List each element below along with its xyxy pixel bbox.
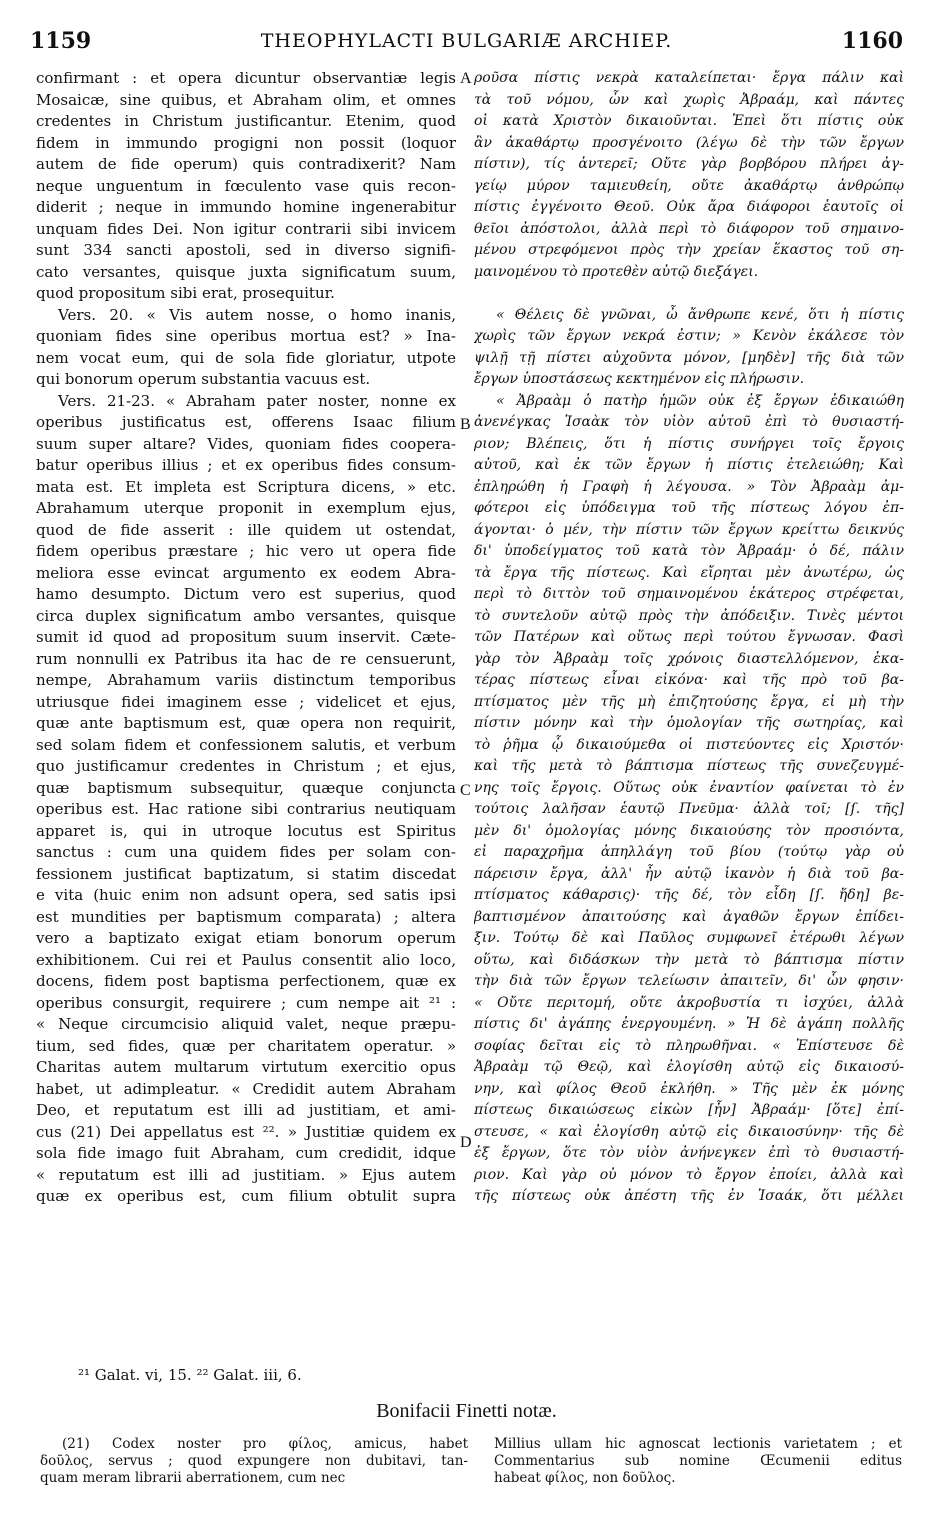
text-line <box>474 283 904 305</box>
text-line: sed solam fidem et confessionem salutis, et verbum <box>36 735 456 754</box>
text-line: μαινομένου τὸ προτεθὲν αὐτῷ διεξάγει. <box>474 263 759 280</box>
text-line: fessionem justificat baptizatum, si statim discedat <box>36 864 456 883</box>
text-line: ἔργων ὑποστάσεως κεκτημένον εἰς πλήρωσιν. <box>474 371 805 387</box>
text-line: suum super altare? Vides, quoniam fides coopera- <box>36 434 456 453</box>
text-line: fidem in immundo progigni non possit (loquor <box>36 133 456 152</box>
text-line: Vers. 20. « Vis autem nosse, o homo inanis, <box>58 305 456 324</box>
text-line: rum nonnulli ex Patribus ita hac de re censuerunt, <box>36 649 456 668</box>
text-line: quæ baptismum subsequitur, quæque conjuncta <box>36 778 456 797</box>
text-line: τὸ ῥῆμα ᾧ δικαιούμεθα οἱ πιστεύοντες εἰς Χριστόν· <box>474 736 904 753</box>
text-line: ροῦσα πίστις νεκρὰ καταλείπεται· ἔργα πάλιν καὶ <box>474 70 904 86</box>
text-line: βαπτισμένον ἀπαιτούσης καὶ ἀγαθῶν ἔργων ἐπίδει- <box>474 908 904 925</box>
text-line: nempe, Abrahamum variis distinctum temporibus <box>36 671 456 689</box>
text-line: operibus consurgit, requirere ; cum nempe ait ²¹ : <box>36 993 456 1012</box>
text-line: e vita (huic enim non adsunt opera, sed satis ipsi <box>36 886 456 904</box>
text-line: exhibitionem. Cui rei et Paulus consentit alio loco, <box>36 950 456 969</box>
text-line: tium, sed fides, quæ per charitatem operatur. » <box>36 1036 456 1055</box>
text-line: οἱ κατὰ Χριστὸν δικαιοῦνται. Ἐπεὶ ὅτι πίστις οὐκ <box>474 113 904 129</box>
text-line: « Οὔτε περιτομή, οὔτε ἀκροβυστία τι ἰσχύει, ἀλλὰ <box>474 994 904 1011</box>
text-line: habet, ut adimpleatur. « Credidit autem Abraham <box>36 1079 456 1098</box>
text-line: circa duplex significatum ambo versantes, quisque <box>36 606 456 625</box>
text-line: apparet is, qui in utroque locutus est Spiritus <box>36 821 456 840</box>
text-line: εἰ παραχρῆμα ἀπηλλάγη τοῦ βίου (τούτῳ γὰρ οὐ <box>474 844 904 860</box>
notes-right-column <box>494 1436 902 1487</box>
text-line: πίστεως δικαιώσεως εἰκὼν [ἦν] Ἀβραάμ· [ὅτε] ἐπί- <box>474 1102 904 1118</box>
text-line: σοφίας δεῖται εἰς τὸ πληρωθῆναι. « Ἐπίστευσε δὲ <box>474 1037 904 1054</box>
text-line: sumit id quod ad propositum suum inservit. Cæte- <box>36 628 456 646</box>
text-line: τούτοις λαλῆσαν ἑαυτῷ Πνεῦμα· ἀλλὰ τοῖ; [ſ. τῆς] <box>474 801 904 817</box>
text-line: sanctus : cum una quidem fides per solam con- <box>36 843 456 861</box>
text-line: περὶ τὸ διττὸν τοῦ σημαινομένου ἑκάτερος στρέφεται, <box>474 586 904 602</box>
text-line: utriusque fidei imaginem esse ; videlicet et ejus, <box>36 692 456 711</box>
text-line: Deo, et reputatum est illi ad justitiam, et ami- <box>36 1101 456 1119</box>
text-line: meliora esse evincat argumento ex eodem Abra- <box>36 563 456 582</box>
text-line: autem de fide operum) quis contradixerit? Nam <box>36 155 456 173</box>
text-line: μένου στρεφόμενοι πρὸς τὴν χρείαν ἕκαστος τοῦ ση- <box>474 242 904 258</box>
text-line: πτίσματος κάθαρσις)· τῆς δέ, τὸν εἶδη [ſ. ἤδη] βε- <box>474 887 904 903</box>
text-line: πίστιν), τίς ἀντερεῖ; Οὔτε γὰρ βορβόρου πλήρει ἀγ- <box>474 156 904 172</box>
greek-column <box>474 68 904 1208</box>
text-line: operibus justificatus est, offerens Isaac filium <box>36 413 456 431</box>
latin-column <box>36 68 456 1208</box>
text-line: τῆς πίστεως οὐκ ἀπέστη τῆς ἐν Ἰσαάκ, ὅτι μέλλει <box>474 1188 904 1204</box>
text-line: δοῦλος, servus ; quod expungere non dubitavi, tan- <box>40 1453 468 1469</box>
text-line: batur operibus illius ; et ex operibus fides consum- <box>36 456 456 474</box>
text-line: γείῳ μύρον ταμιευθείη, οὔτε ἀκαθάρτῳ ἀνθρώπῳ <box>474 177 904 194</box>
text-line: καὶ τῆς μετὰ τὸ βάπτισμα πίστεως τῆς συνεζευγμέ- <box>474 758 904 774</box>
text-line: τὰ τοῦ νόμου, ὧν καὶ χωρὶς Ἀβραάμ, καὶ πάντες <box>474 91 904 108</box>
text-line: πίστιν μόνην καὶ τὴν ὁμολογίαν τῆς σωτηρίας, καὶ <box>474 715 904 731</box>
page-number-right: 1160 <box>841 28 903 54</box>
text-line: sunt 334 sancti apostoli, sed in diverso signifi- <box>36 241 456 259</box>
text-line: τῶν Πατέρων καὶ οὕτως περὶ τούτου ἔγνωσαν. Φασὶ <box>474 629 904 645</box>
text-line: est mundities per baptismum comparata) ; altera <box>36 907 456 926</box>
text-line: Abrahamum uterque proponit in exemplum ejus, <box>36 499 456 517</box>
text-line: quoniam fides sine operibus mortua est? » Ina- <box>36 327 456 345</box>
text-line: confirmant : et opera dicuntur observantiæ legis <box>36 69 456 87</box>
text-line: τὸ συντελοῦν αὐτῷ πρὸς τὴν ἀπόδειξιν. Τινὲς μέντοι <box>474 607 904 624</box>
text-line: unquam fides Dei. Non igitur contrarii sibi invicem <box>36 219 456 238</box>
page-header <box>30 28 903 54</box>
text-line: θεῖοι ἀπόστολοι, ἀλλὰ περὶ τὸ διάφορον τοῦ σημαινο- <box>474 220 904 237</box>
text-line: Charitas autem multarum virtutum exercitio opus <box>36 1058 456 1076</box>
text-line: ἂν ἀκαθάρτῳ προσγένοιτο (λέγω δὲ τὴν τῶν ἔργων <box>474 134 904 151</box>
text-line: cato versantes, quisque juxta significatum suum, <box>36 262 456 281</box>
text-line: ἀνενέγκας Ἰσαὰκ τὸν υἱὸν αὐτοῦ ἐπὶ τὸ θυσιαστή- <box>474 414 904 430</box>
text-line: docens, fidem post baptisma perfectionem, quæ ex <box>36 972 456 990</box>
margin-letter-c: C <box>460 782 471 799</box>
text-line: Millius ullam hic agnoscat lectionis varietatem ; et <box>494 1436 902 1452</box>
text-line: ριον; Βλέπεις, ὅτι ἡ πίστις συνήργει τοῖς ἔργοις <box>474 435 904 452</box>
text-line: ψιλῇ τῇ πίστει αὐχοῦντα μόνον, [μηδὲν] τῆς διὰ τῶν <box>474 349 904 366</box>
text-line: hamo desumpto. Dictum vero est superius, quod <box>36 585 456 603</box>
text-line: operibus est. Hac ratione sibi contrarius neutiquam <box>36 800 456 818</box>
text-line: οὕτω, καὶ διδάσκων τὴν μετὰ τὸ βάπτισμα πίστιν <box>474 951 904 968</box>
text-line: πάρεισιν ἔργα, ἀλλ' ἦν αὐτῷ ἱκανὸν ἡ διὰ τοῦ βα- <box>474 865 904 882</box>
text-line: πτίσματος μὲν τῆς μὴ ἐπιζητούσης ἔργα, εἰ μὴ τὴν <box>474 693 904 710</box>
margin-letter-d: D <box>460 1134 472 1151</box>
text-line: γὰρ τὸν Ἀβραὰμ τοῖς χρόνοις διαστελλόμενον, ἑκα- <box>474 650 904 667</box>
text-line: δι' ὑποδείγματος τοῦ κατὰ τὸν Ἀβραάμ· ὁ δέ, πάλιν <box>474 543 904 559</box>
notes-left-column <box>40 1436 468 1487</box>
text-line: τὴν διὰ τῶν ἔργων τελείωσιν ἀπαιτεῖν, δι' ὧν φησιν· <box>474 973 904 989</box>
text-line: fidem operibus præstare ; hic vero ut opera fide <box>36 542 456 560</box>
text-line: « Θέλεις δὲ γνῶναι, ὦ ἄνθρωπε κενέ, ὅτι ἡ πίστις <box>496 306 904 323</box>
text-line: « reputatum est illi ad justitiam. » Ejus autem <box>36 1165 456 1184</box>
text-line: diderit ; neque in immundo homine ingenerabitur <box>36 198 456 216</box>
footnotes: ²¹ Galat. vi, 15. ²² Galat. iii, 6. <box>78 1366 302 1384</box>
text-line: πίστις δι' ἀγάπης ἐνεργουμένη. » Ἡ δὲ ἀγάπη πολλῆς <box>474 1016 904 1032</box>
text-line: μὲν δι' ὁμολογίας μόνης δικαιούσης τὸν προσιόντα, <box>474 822 904 839</box>
running-title: THEOPHYLACTI BULGARIÆ ARCHIEP. <box>260 30 673 52</box>
text-line: qui bonorum operum substantia vacuus est. <box>36 370 371 388</box>
text-line: άγονται· ὁ μέν, τὴν πίστιν τῶν ἔργων κρείττω δεικνύς <box>474 521 904 538</box>
text-line: neque unguentum in fœculento vase quis recon- <box>36 176 456 195</box>
text-line: ριον. Καὶ γὰρ οὐ μόνον τὸ ἔργον ἐποίει, ἀλλὰ καὶ <box>474 1166 904 1183</box>
text-line: credentes in Christum justificantur. Etenim, quod <box>36 112 456 130</box>
text-line: quod propositum sibi erat, prosequitur. <box>36 284 335 302</box>
text-line: quo justificamur credentes in Christum ; et ejus, <box>36 757 456 775</box>
text-line: ἐπληρώθη ἡ Γραφὴ ἡ λέγουσα. » Τὸν Ἀβραὰμ ἀμ- <box>474 478 904 495</box>
margin-letter-b: B <box>460 416 471 433</box>
text-line: νην, καὶ φίλος Θεοῦ ἐκλήθη. » Τῆς μὲν ἐκ μόνης <box>474 1080 904 1097</box>
text-line: quam meram librarii aberrationem, cum nec <box>40 1470 346 1486</box>
text-line: πίστις ἐγγένοιτο Θεοῦ. Οὐκ ἄρα διάφοροι ἑαυτοῖς οἱ <box>474 199 904 215</box>
text-line: sola fide imago fuit Abraham, cum credidit, idque <box>36 1144 456 1162</box>
notes-title: Bonifacii Finetti notæ. <box>376 1400 557 1422</box>
text-line: habeat φίλος, non δοῦλος. <box>494 1470 676 1486</box>
margin-letter-a: A <box>460 70 472 87</box>
text-line: (21) Codex noster pro φίλος, amicus, habet <box>62 1436 468 1452</box>
text-line: ξιν. Τούτῳ δὲ καὶ Παῦλος συμφωνεῖ ἑτέρωθι λέγων <box>474 930 904 946</box>
page-number-left: 1159 <box>30 28 92 54</box>
text-line: vero a baptizato exigat etiam bonorum operum <box>36 929 456 947</box>
text-line: ἐξ ἔργων, ὅτε τὸν υἱὸν ἀνήνεγκεν ἐπὶ τὸ θυσιαστή- <box>474 1145 904 1161</box>
text-line: quæ ante baptismum est, quæ opera non requirit, <box>36 714 456 732</box>
text-line: αὐτοῦ, καὶ ἐκ τῶν ἔργων ἡ πίστις ἐτελειώθη; Καὶ <box>474 457 904 473</box>
text-line: χωρὶς τῶν ἔργων νεκρά ἐστιν; » Κενὸν ἐκάλεσε τὸν <box>474 328 904 344</box>
text-line: « Ἀβραὰμ ὁ πατὴρ ἡμῶν οὐκ ἐξ ἔργων ἐδικαιώθη <box>496 392 904 409</box>
text-line: quod de fide asserit : ille quidem ut ostendat, <box>36 520 456 539</box>
text-line: νης τοῖς ἔργοις. Οὕτως οὐκ ἐναντίον φαίνεται τὸ ἐν <box>474 779 904 796</box>
text-line: τέρας πίστεως εἶναι εἰκόνα· καὶ τῆς πρὸ τοῦ βα- <box>474 672 904 688</box>
text-line: quæ ex operibus est, cum filium obtulit supra <box>36 1187 456 1205</box>
text-line: στευσε, « καὶ ἐλογίσθη αὐτῷ εἰς δικαιοσύνην· τῆς δὲ <box>474 1123 904 1140</box>
text-line: nem vocat eum, qui de sola fide gloriatur, utpote <box>36 348 456 367</box>
text-line: Ἀβραὰμ τῷ Θεῷ, καὶ ἐλογίσθη αὐτῷ εἰς δικαιοσύ- <box>474 1059 904 1075</box>
text-line: mata est. Et impleta est Scriptura dicens, » etc. <box>36 477 456 496</box>
text-line: φότεροι εἰς ὑπόδειγμα τοῦ τῆς πίστεως λόγου ἐπ- <box>474 500 904 516</box>
text-line: τὰ ἔργα τῆς πίστεως. Καὶ εἴρηται μὲν ἀνωτέρω, ὡς <box>474 564 904 581</box>
text-line: Mosaicæ, sine quibus, et Abraham olim, et omnes <box>36 90 456 109</box>
text-line: Commentarius sub nomine Œcumenii editus <box>494 1453 902 1469</box>
text-line: « Neque circumcisio aliquid valet, neque præpu- <box>36 1015 456 1033</box>
text-line: Vers. 21-23. « Abraham pater noster, nonne ex <box>58 391 456 410</box>
text-line: cus (21) Dei appellatus est ²². » Justitiæ quidem ex <box>36 1122 456 1141</box>
